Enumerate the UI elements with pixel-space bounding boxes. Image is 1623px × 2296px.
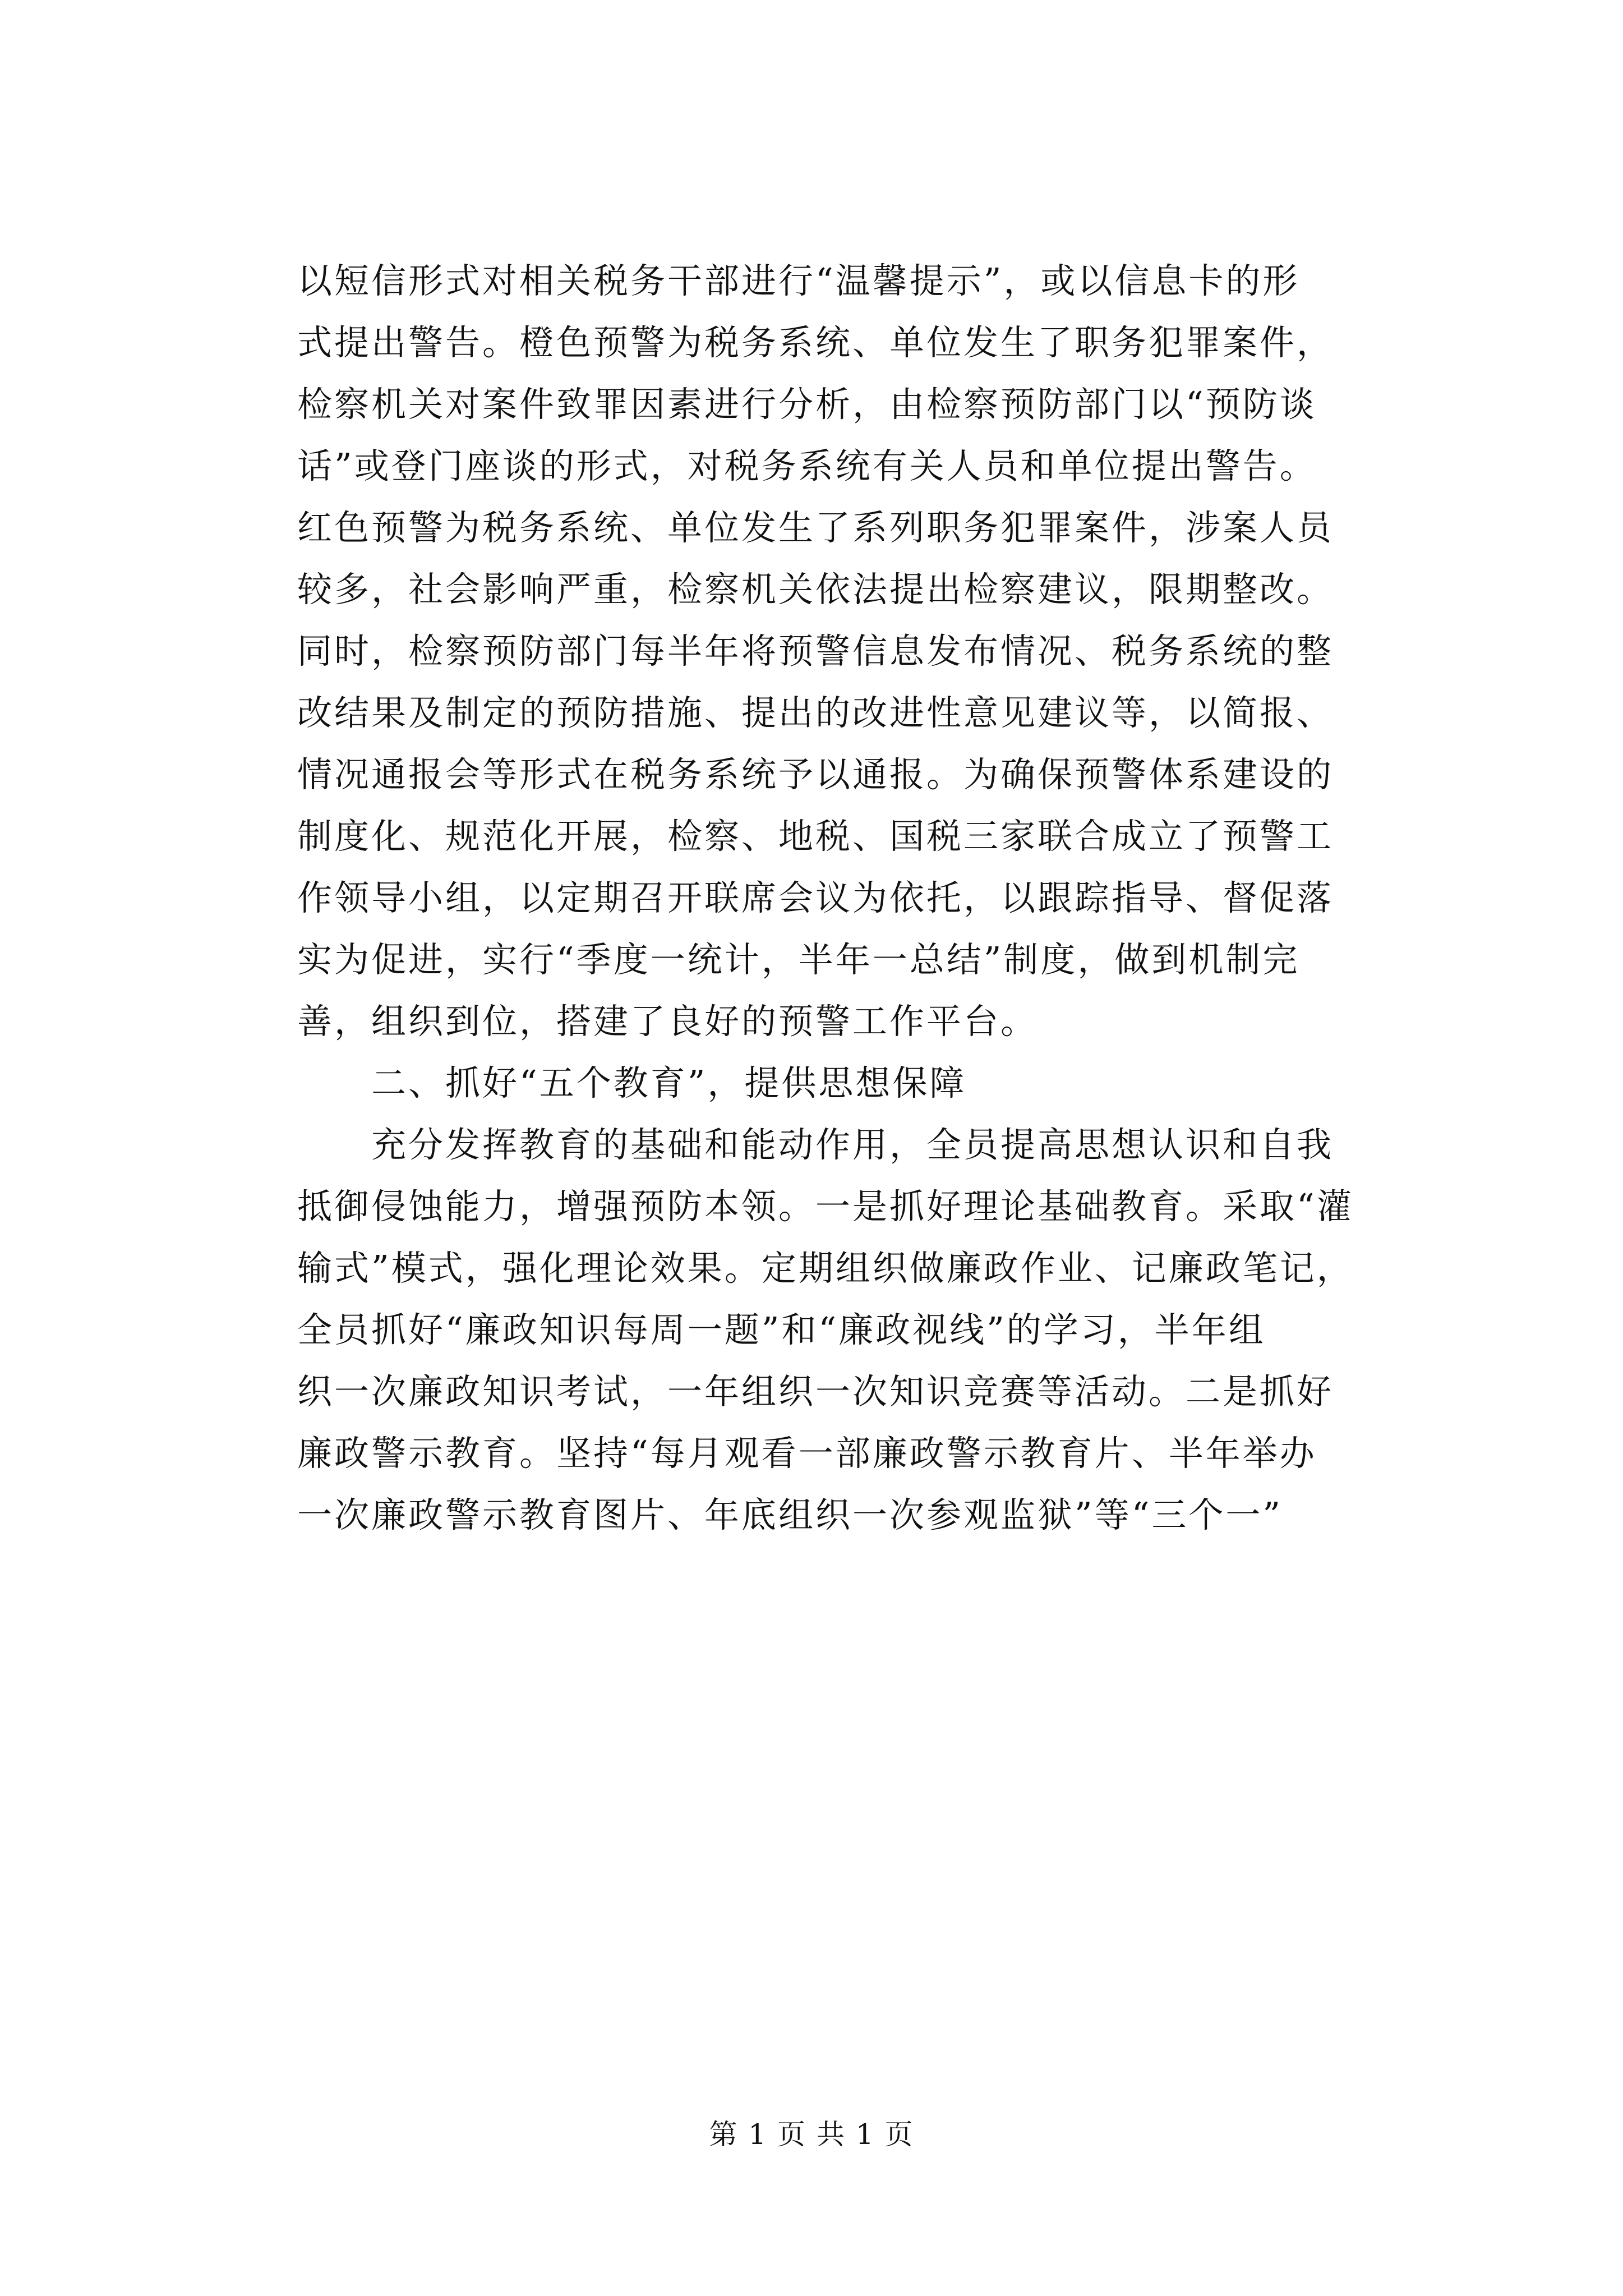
text-line: 改结果及制定的预防措施、提出的改进性意见建议等，以简报、 [297,692,1334,733]
text-line: 抵御侵蚀能力，增强预防本领。一是抓好理论基础教育。采取“灌 [297,1186,1354,1227]
text-line: 一次廉政警示教育图片、年底组织一次参观监狱”等“三个一” [297,1494,1283,1535]
text-line: 制度化、规范化开展，检察、地税、国税三家联合成立了预警工 [297,816,1334,857]
text-line: 以短信形式对相关税务干部进行“温馨提示”，或以信息卡的形 [297,260,1300,301]
section-heading: 二、抓好“五个教育”，提供思想保障 [371,1062,967,1103]
text-line: 善，组织到位，搭建了良好的预警工作平台。 [297,1001,1038,1042]
text-line: 红色预警为税务系统、单位发生了系列职务犯罪案件，涉案人员 [297,507,1334,548]
text-line: 织一次廉政知识考试，一年组织一次知识竞赛等活动。二是抓好 [297,1371,1334,1412]
text-line: 实为促进，实行“季度一统计，半年一总结”制度，做到机制完 [297,939,1300,980]
text-line: 充分发挥教育的基础和能动作用，全员提高思想认识和自我 [371,1124,1334,1165]
text-line: 输式”模式，强化理论效果。定期组织做廉政作业、记廉政笔记， [297,1248,1354,1289]
text-line: 检察机关对案件致罪因素进行分析，由检察预防部门以“预防谈 [297,384,1317,425]
text-line: 式提出警告。橙色预警为税务系统、单位发生了职务犯罪案件， [297,322,1334,363]
text-line: 廉政警示教育。坚持“每月观看一部廉政警示教育片、半年举办 [297,1433,1317,1474]
text-line: 全员抓好“廉政知识每周一题”和“廉政视线”的学习，半年组 [297,1309,1266,1350]
text-line: 作领导小组，以定期召开联席会议为依托，以跟踪指导、督促落 [297,877,1334,918]
page-footer: 第 1 页 共 1 页 [709,2118,914,2151]
text-line: 话”或登门座谈的形式，对税务系统有关人员和单位提出警告。 [297,445,1317,486]
body-text [297,255,1408,1551]
text-line: 较多，社会影响严重，检察机关依法提出检察建议，限期整改。 [297,569,1334,610]
text-line: 同时，检察预防部门每半年将预警信息发布情况、税务系统的整 [297,631,1334,671]
text-line: 情况通报会等形式在税务系统予以通报。为确保预警体系建设的 [297,754,1334,795]
